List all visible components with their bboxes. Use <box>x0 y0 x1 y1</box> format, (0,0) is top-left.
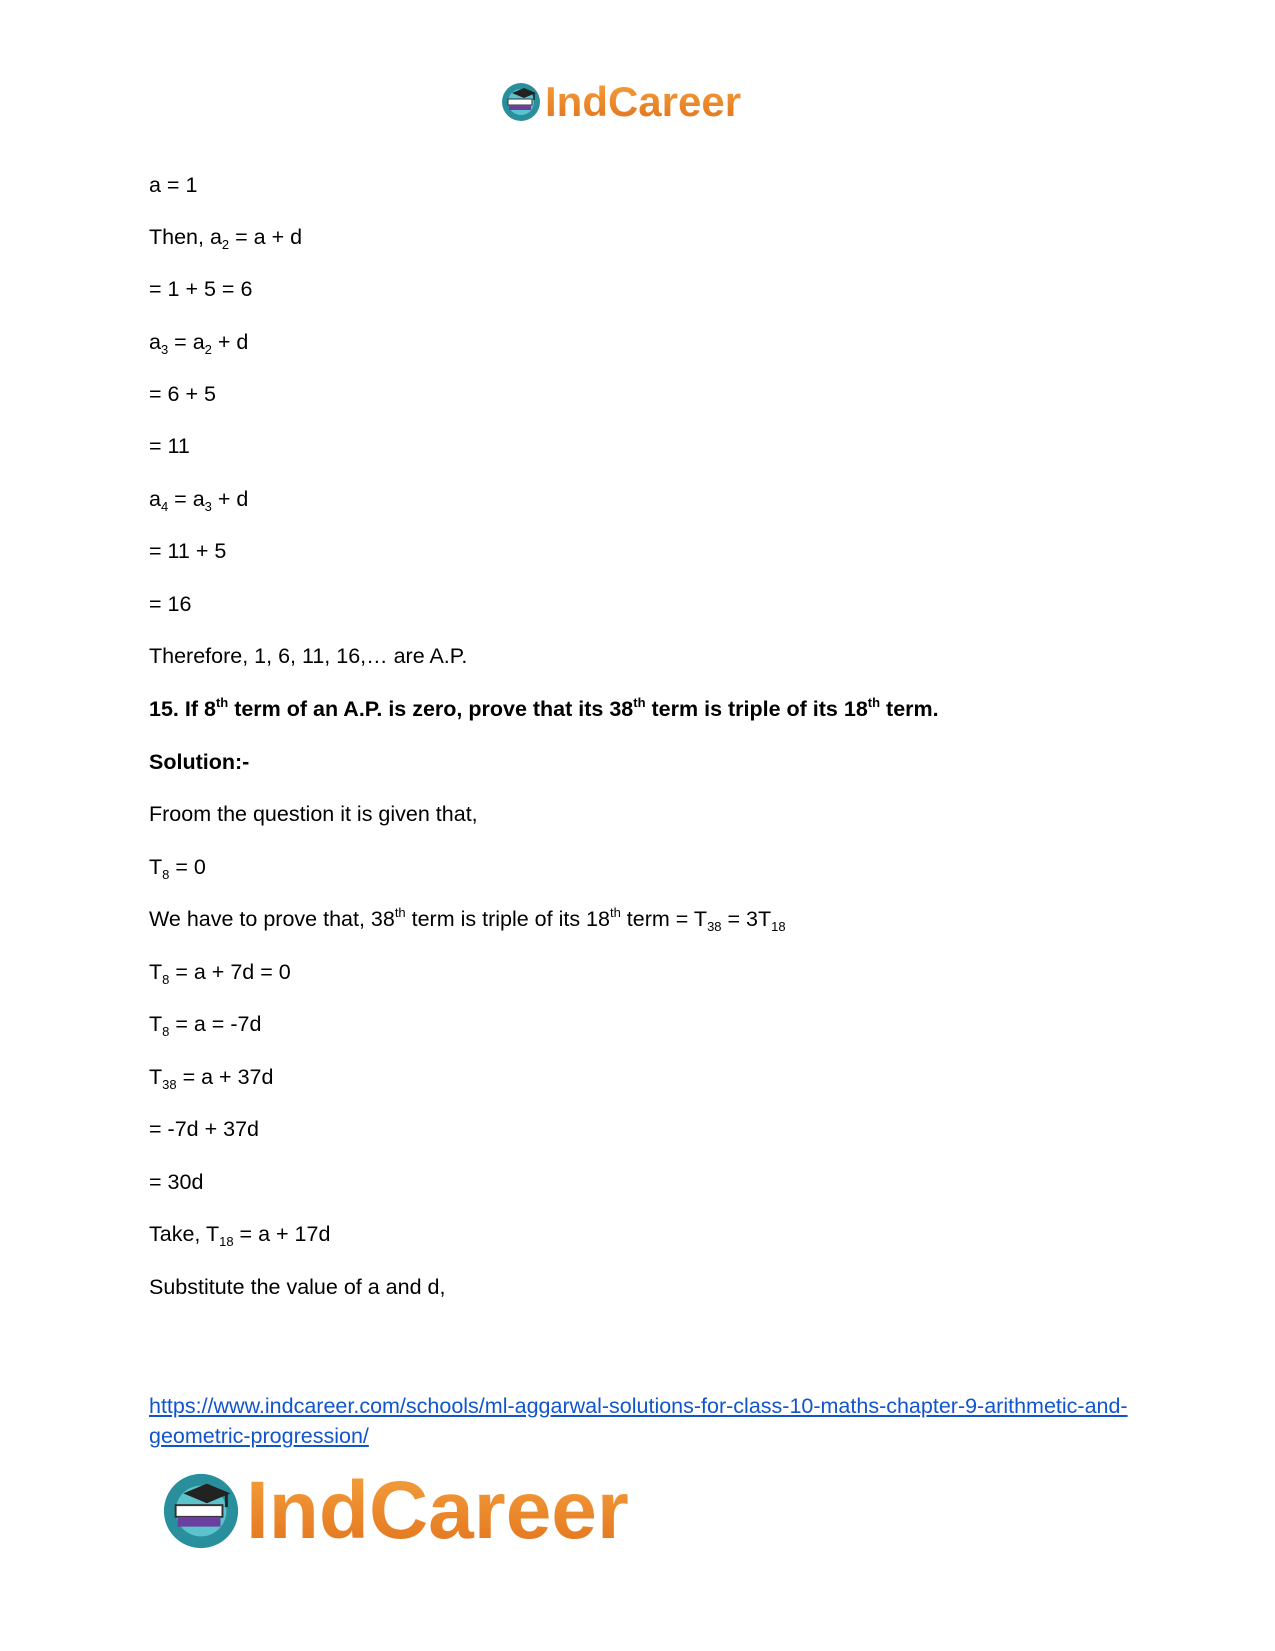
text-line: $T_8 = 0$ <box>149 855 206 882</box>
logo-text: IndCareer <box>545 78 742 125</box>
footer-logo <box>160 1466 629 1556</box>
logo-text: IndCareer <box>246 1465 629 1556</box>
text-line: $T_8 = a = -7d$ <box>149 1012 262 1039</box>
header-logo <box>500 78 741 126</box>
graduation-book-icon <box>500 81 542 123</box>
text-line: Then, $a_2 = a + d$ <box>149 225 303 252</box>
text-line: Substitute the value of a and d, <box>149 1275 446 1299</box>
text-line: = 6 + 5 <box>149 382 216 406</box>
solution-heading: Solution:- <box>149 750 250 774</box>
text-line: = 16 <box>149 592 192 616</box>
text-line: Therefore, 1, 6, 11, 16,… are A.P. <box>149 644 468 668</box>
source-link[interactable]: https://www.indcareer.com/schools/ml-aggarwal-solutions-for-class-10-maths-chapter-9-arithmetic-and-geometric-progression/ <box>149 1394 1128 1448</box>
text-line: We have to prove that, 38th term is triple of its 18th term = $T_{38} = 3T_{18}$ <box>149 905 786 934</box>
text-line: $T_{38} = a + 37d$ <box>149 1065 274 1092</box>
text-line: Froom the question it is given that, <box>149 802 478 826</box>
text-line: = 11 + 5 <box>149 539 227 563</box>
text-line: Take, $T_{18} = a + 17d$ <box>149 1222 331 1249</box>
text-line: $a_3 = a_2 + d$ <box>149 330 249 357</box>
graduation-book-icon <box>160 1470 242 1552</box>
text-line: a = 1 <box>149 173 198 197</box>
text-line: $T_8 = a + 7d = 0$ <box>149 960 291 987</box>
question-heading: 15. If 8th term of an A.P. is zero, prove that its 38th term is triple of its 18th term. <box>149 695 939 721</box>
text-line: = -7d + 37d <box>149 1117 259 1141</box>
text-line: $a_4 = a_3 + d$ <box>149 487 249 514</box>
text-line: = 30d <box>149 1170 204 1194</box>
text-line: = 1 + 5 = 6 <box>149 277 253 301</box>
text-line: = 11 <box>149 434 190 458</box>
